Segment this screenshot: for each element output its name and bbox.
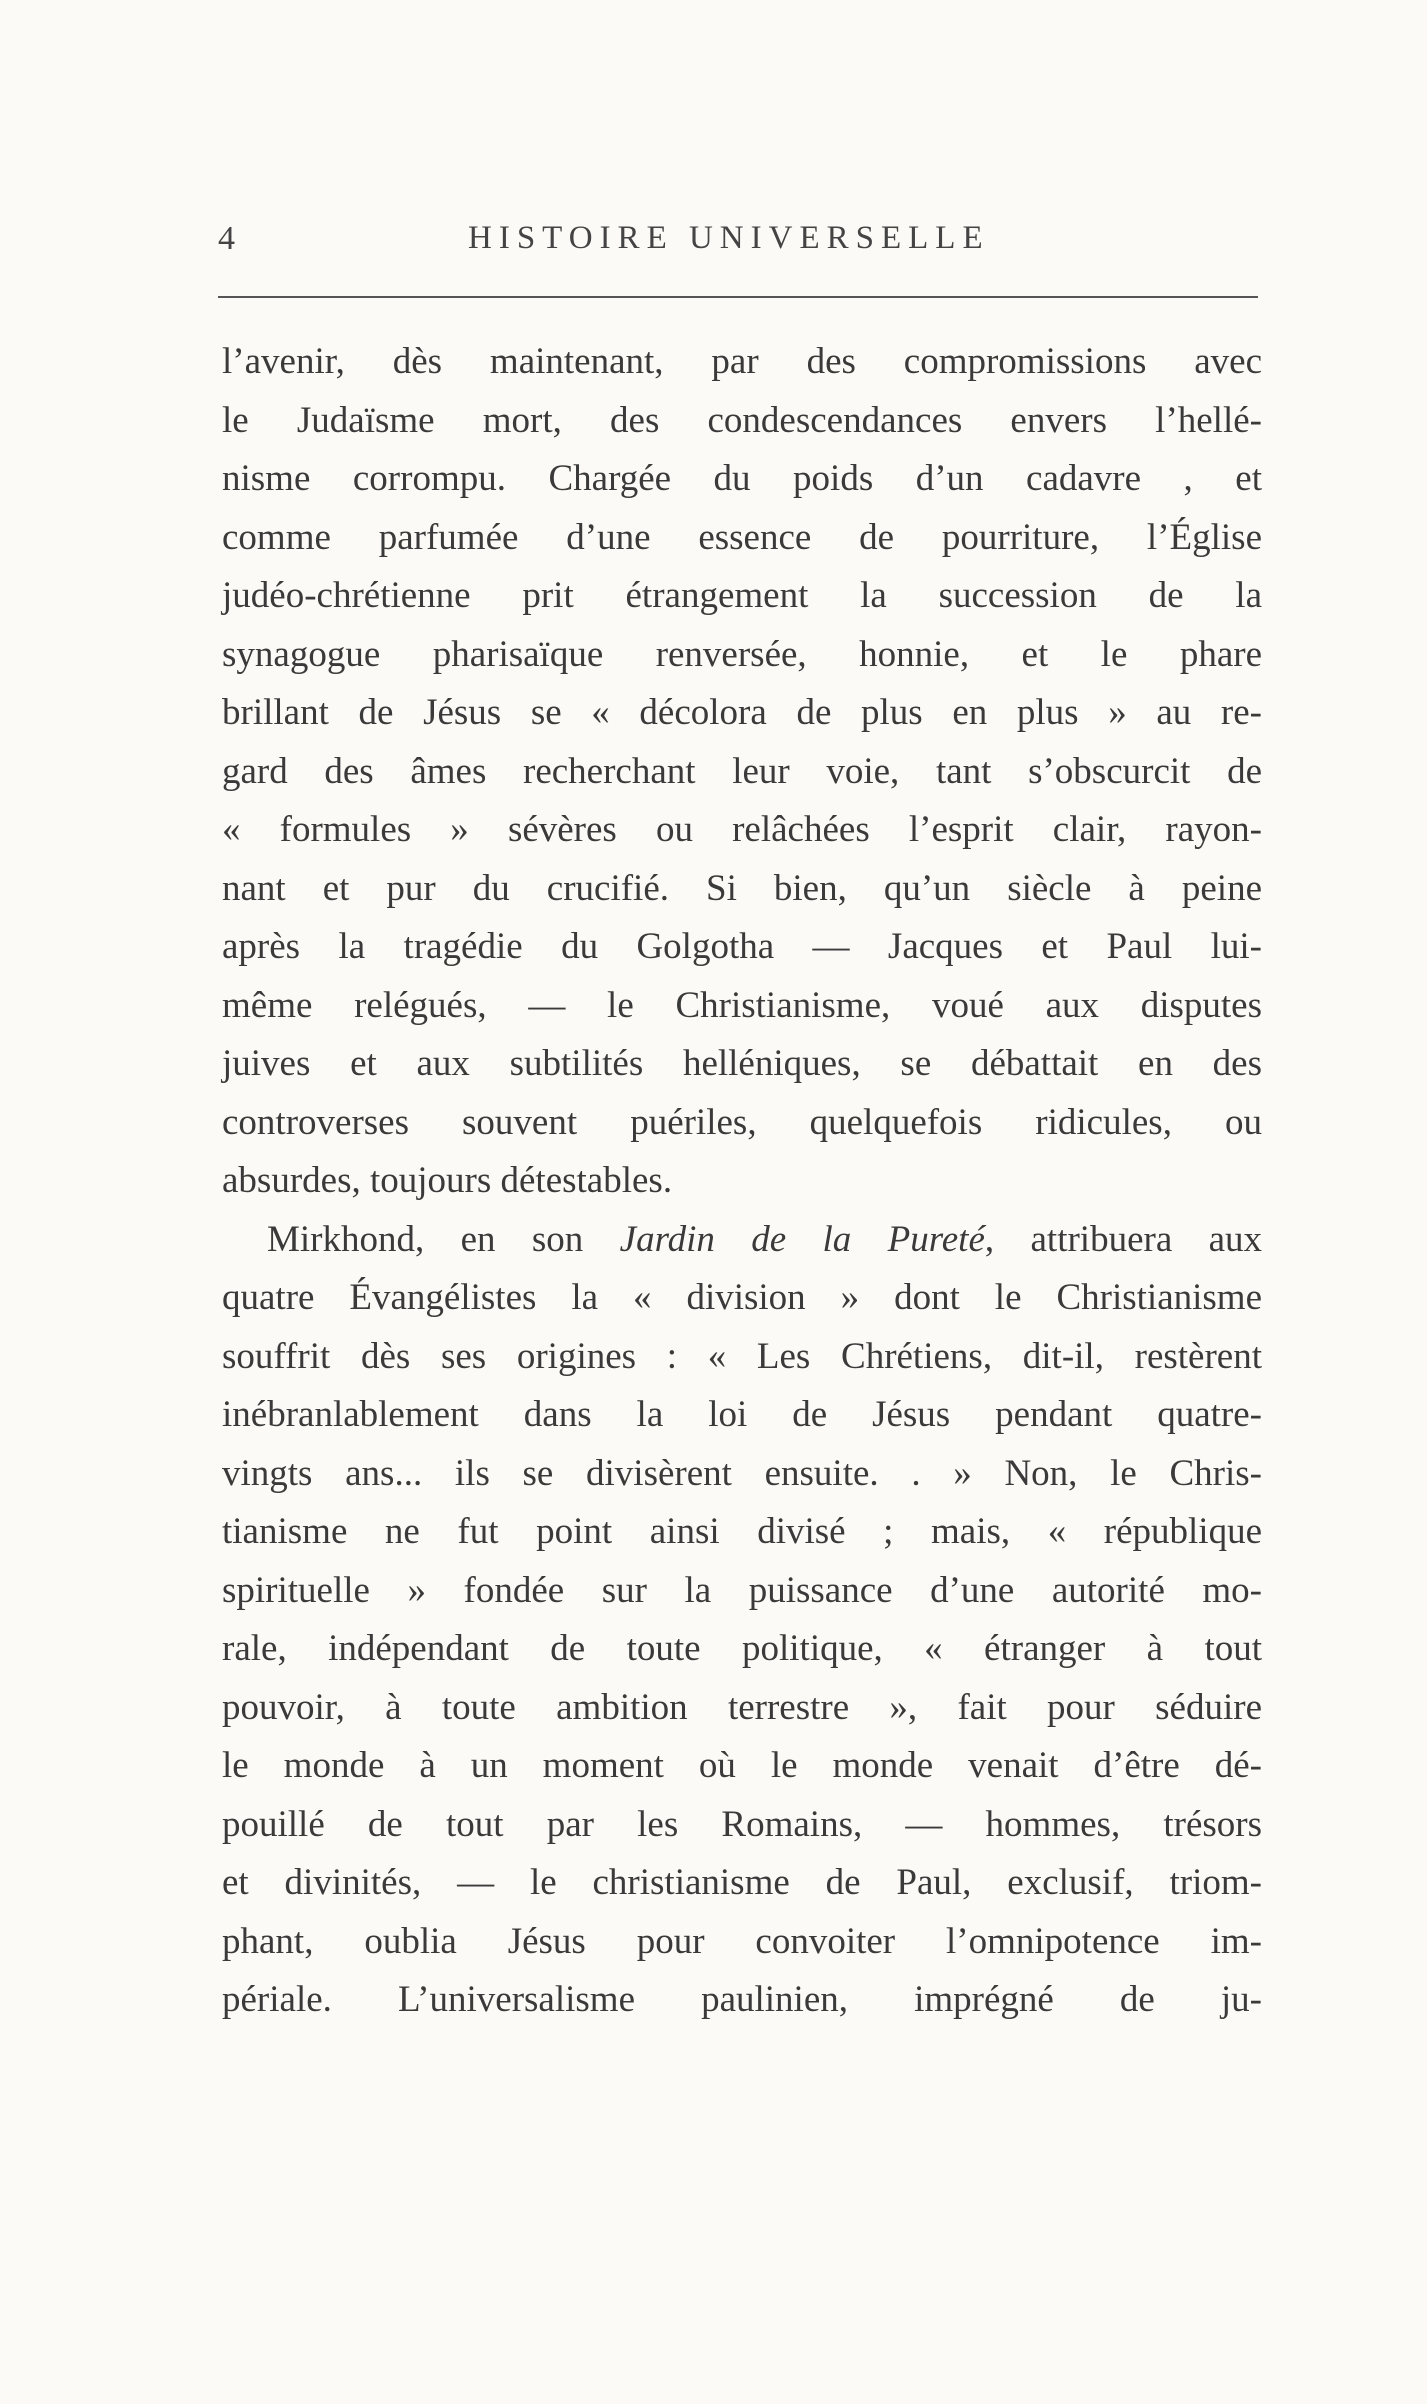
text-line: après la tragédie du Golgotha — Jacques et Paul lui- [222, 926, 1262, 967]
text-line: synagogue pharisaïque renversée, honnie, et le phare [222, 633, 1262, 675]
body-text [222, 333, 1262, 2030]
text-line: gard des âmes recherchant leur voie, tant s’obscurcit de [222, 750, 1262, 792]
text-line: souffrit dès ses origines : « Les Chrétiens, dit-il, restèrent [222, 1335, 1262, 1377]
text-line: et divinités, — le christianisme de Paul, exclusif, triom- [222, 1862, 1262, 1903]
text-line: « formules » sévères ou relâchées l’esprit clair, rayon- [222, 809, 1262, 850]
text-line: juives et aux subtilités helléniques, se débattait en des [222, 1043, 1262, 1084]
text-segment: , attribuera aux [984, 1218, 1263, 1260]
text-line: absurdes, toujours détestables. [222, 1160, 673, 1201]
text-line-first [222, 1211, 1262, 1270]
text-line: périale. L’universalisme paulinien, imprégné de ju- [222, 1979, 1262, 2020]
text-line: nant et pur du crucifié. Si bien, qu’un siècle à peine [222, 867, 1262, 909]
text-segment: Mirkhond, en son [267, 1218, 620, 1260]
text-line: judéo-chrétienne prit étrangement la succession de la [222, 575, 1262, 616]
text-line: controverses souvent puériles, quelquefois ridicules, ou [222, 1101, 1262, 1143]
text-line: même relégués, — le Christianisme, voué aux disputes [222, 984, 1262, 1026]
text-line: spirituelle » fondée sur la puissance d’une autorité mo- [222, 1569, 1262, 1611]
text-line: le Judaïsme mort, des condescendances envers l’hellé- [222, 399, 1262, 441]
page-number: 4 [218, 220, 236, 257]
text-line: vingts ans... ils se divisèrent ensuite. . » Non, le Chris- [222, 1452, 1262, 1494]
text-line: brillant de Jésus se « décolora de plus en plus » au re- [222, 692, 1262, 733]
running-head [218, 220, 1258, 280]
text-line: comme parfumée d’une essence de pourriture, l’Église [222, 516, 1262, 558]
running-title: HISTOIRE UNIVERSELLE [468, 220, 990, 256]
text-line: rale, indépendant de toute politique, « étranger à tout [222, 1628, 1262, 1669]
book-title-italic: Jardin de la Pureté [619, 1218, 985, 1260]
text-line: phant, oublia Jésus pour convoiter l’omnipotence im- [222, 1920, 1262, 1962]
paragraph-1 [222, 333, 1262, 1211]
text-line: pouvoir, à toute ambition terrestre », fait pour séduire [222, 1686, 1262, 1728]
header-rule [218, 296, 1258, 298]
text-line: nisme corrompu. Chargée du poids d’un cadavre , et [222, 458, 1262, 499]
text-line: inébranlablement dans la loi de Jésus pendant quatre- [222, 1394, 1262, 1435]
text-line: l’avenir, dès maintenant, par des compromissions avec [222, 341, 1262, 382]
text-line: pouillé de tout par les Romains, — hommes, trésors [222, 1803, 1262, 1845]
text-line: le monde à un moment où le monde venait d’être dé- [222, 1745, 1262, 1786]
paragraph-2 [222, 1211, 1262, 2030]
text-line: quatre Évangélistes la « division » dont le Christianisme [222, 1277, 1262, 1318]
text-line: tianisme ne fut point ainsi divisé ; mais, « république [222, 1511, 1262, 1552]
